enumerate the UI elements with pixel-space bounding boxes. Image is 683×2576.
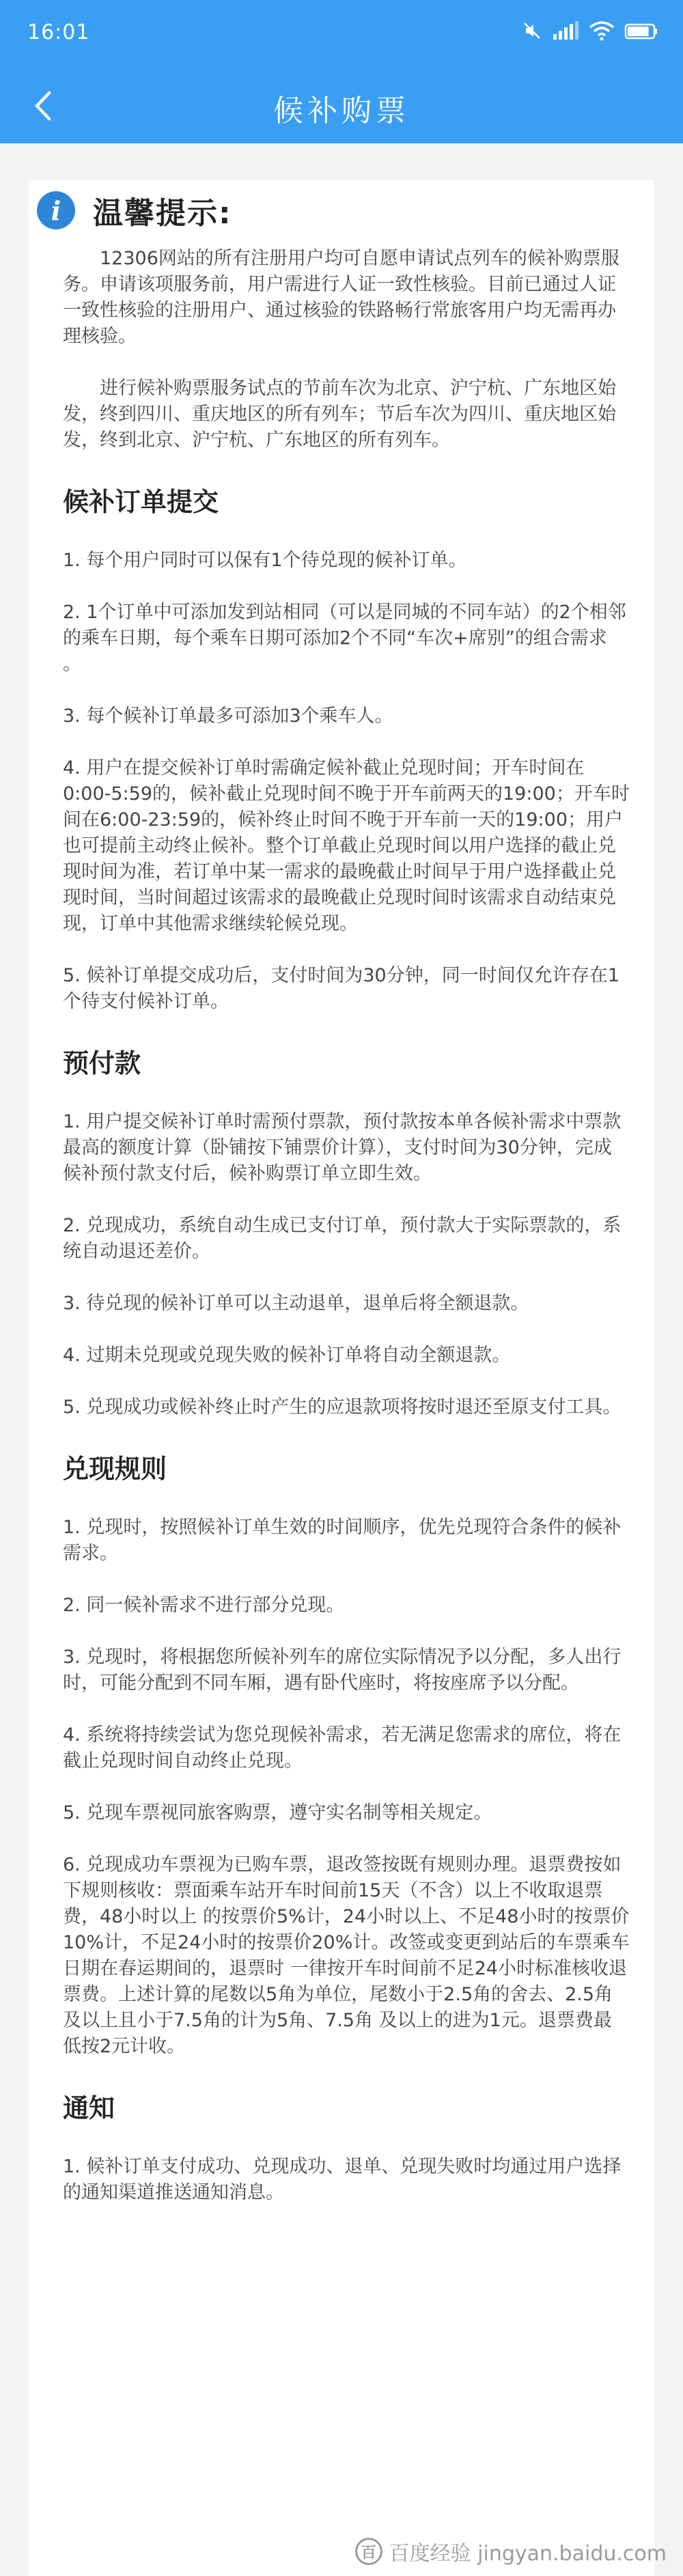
status-bar xyxy=(0,0,683,68)
list-item: 1. 候补订单支付成功、兑现成功、退单、兑现失败时均通过用户选择的通知渠道推送通知消息。 xyxy=(63,2156,622,2203)
watermark-text: 百度经验 jingyan.baidu.com xyxy=(389,2542,667,2566)
section-title-redemption-rules: 兑现规则 xyxy=(63,1454,167,1484)
list-item: 1. 每个用户同时可以保有1个待兑现的候补订单。 xyxy=(63,550,467,571)
section-title-prepayment: 预付款 xyxy=(63,1048,141,1078)
list-item: 4. 用户在提交候补订单时需确定候补截止兑现时间；开车时间在0:00-5:59的，候补截止兑现时间不晚于开车前两天的19:00；开车时间在6:00-23:59的，候补终止时间不晚于开车前一天的19:00；用户也可提前主动终止候补。整个订单截止兑现时间以用户选择的截止兑现时间为准，若订单中某一需求的最晚截止时间早于用户选择截止兑现时间，当时间超过该需求的最晚截止兑现时间时该需求自动结束兑现，订单中其他需求继续轮候兑现。 xyxy=(63,757,630,934)
list-item: 3. 待兑现的候补订单可以主动退单，退单后将全额退款。 xyxy=(63,1293,529,1314)
status-icons xyxy=(522,20,658,41)
battery-icon xyxy=(624,20,658,41)
signal-icon xyxy=(552,20,579,41)
section-title-notification: 通知 xyxy=(63,2093,115,2123)
list-item: 4. 系统将持续尝试为您兑现候补需求，若无满足您需求的席位，将在截止兑现时间自动终止兑现。 xyxy=(63,1724,622,1772)
section-title-order-submit: 候补订单提交 xyxy=(63,487,219,517)
list-item: 2. 同一候补需求不进行部分兑现。 xyxy=(63,1595,345,1616)
list-item: 6. 兑现成功车票视为已购车票，退改签按既有规则办理。退票费按如下规则核收：票面乘车站开车时间前15天（不含）以上不收取退票费，48小时以上 的按票价5%计，24小时以上、不足48小时的按票价10%计，不足24小时的按票价20%计。改签或变更到站后的车票乘车日期在春运期间的，退票时 一律按开车时间前不足24小时标准核收退票费。上述计算的尾数以5角为单位，尾数小于2.5角的舍去、2.5角及以上且小于7.5角的计为5角、7.5角 及以上的进为1元。退票费最低按2元计收。 xyxy=(63,1854,630,2057)
notice-content xyxy=(63,246,630,2232)
notice-title: 温馨提示: xyxy=(93,196,232,231)
list-item: 3. 每个候补订单最多可添加3个乘车人。 xyxy=(63,705,393,727)
list-item: 3. 兑现时，将根据您所候补列车的席位实际情况予以分配，多人出行时，可能分配到不同车厢，遇有卧代座时，将按座席予以分配。 xyxy=(63,1647,622,1694)
watermark xyxy=(355,2536,667,2566)
list-item: 1. 兑现时，按照候补订单生效的时间顺序，优先兑现符合条件的候补需求。 xyxy=(63,1517,622,1564)
list-item: 2. 1个订单中可添加发到站相同（可以是同城的不同车站）的2个相邻的乘车日期，每个乘车日期可添加2个不同“车次+席别”的组合需求 。 xyxy=(63,602,626,675)
content-card xyxy=(29,180,654,2576)
notice-paragraph: 12306网站的所有注册用户均可自愿申请试点列车的候补购票服务。申请该项服务前，用户需进行人证一致性核验。目前已通过人证一致性核验的注册用户、通过核验的铁路畅行常旅客用户均无需再办理核验。 xyxy=(63,248,619,347)
mute-icon xyxy=(522,20,542,41)
app-header xyxy=(0,0,683,143)
baidu-logo-icon: 百 xyxy=(355,2538,382,2565)
notice-header xyxy=(37,188,232,232)
list-item: 4. 过期未兑现或兑现失败的候补订单将自动全额退款。 xyxy=(63,1345,511,1366)
wifi-icon xyxy=(589,20,615,41)
nav-bar xyxy=(0,68,683,143)
notice-paragraph: 进行候补购票服务试点的节前车次为北京、沪宁杭、广东地区始发，终到四川、重庆地区的所有列车；节后车次为四川、重庆地区始发，终到北京、沪宁杭、广东地区的所有列车。 xyxy=(63,378,616,451)
list-item: 5. 兑现成功或候补终止时产生的应退款项将按时退还至原支付工具。 xyxy=(63,1397,622,1418)
status-time: 16:01 xyxy=(27,20,90,44)
battery-level xyxy=(628,27,649,36)
list-item: 5. 兑现车票视同旅客购票，遵守实名制等相关规定。 xyxy=(63,1802,492,1823)
list-item: 5. 候补订单提交成功后，支付时间为30分钟，同一时间仅允许存在1个待支付候补订单。 xyxy=(63,965,619,1012)
list-item: 1. 用户提交候补订单时需预付票款，预付款按本单各候补需求中票款最高的额度计算（卧铺按下铺票价计算），支付时间为30分钟，完成候补预付款支付后，候补购票订单立即生效。 xyxy=(63,1111,622,1184)
list-item: 2. 兑现成功，系统自动生成已支付订单，预付款大于实际票款的，系统自动退还差价。 xyxy=(63,1215,622,1262)
page-title: 候补购票 xyxy=(273,94,410,128)
info-icon: i xyxy=(37,191,75,229)
